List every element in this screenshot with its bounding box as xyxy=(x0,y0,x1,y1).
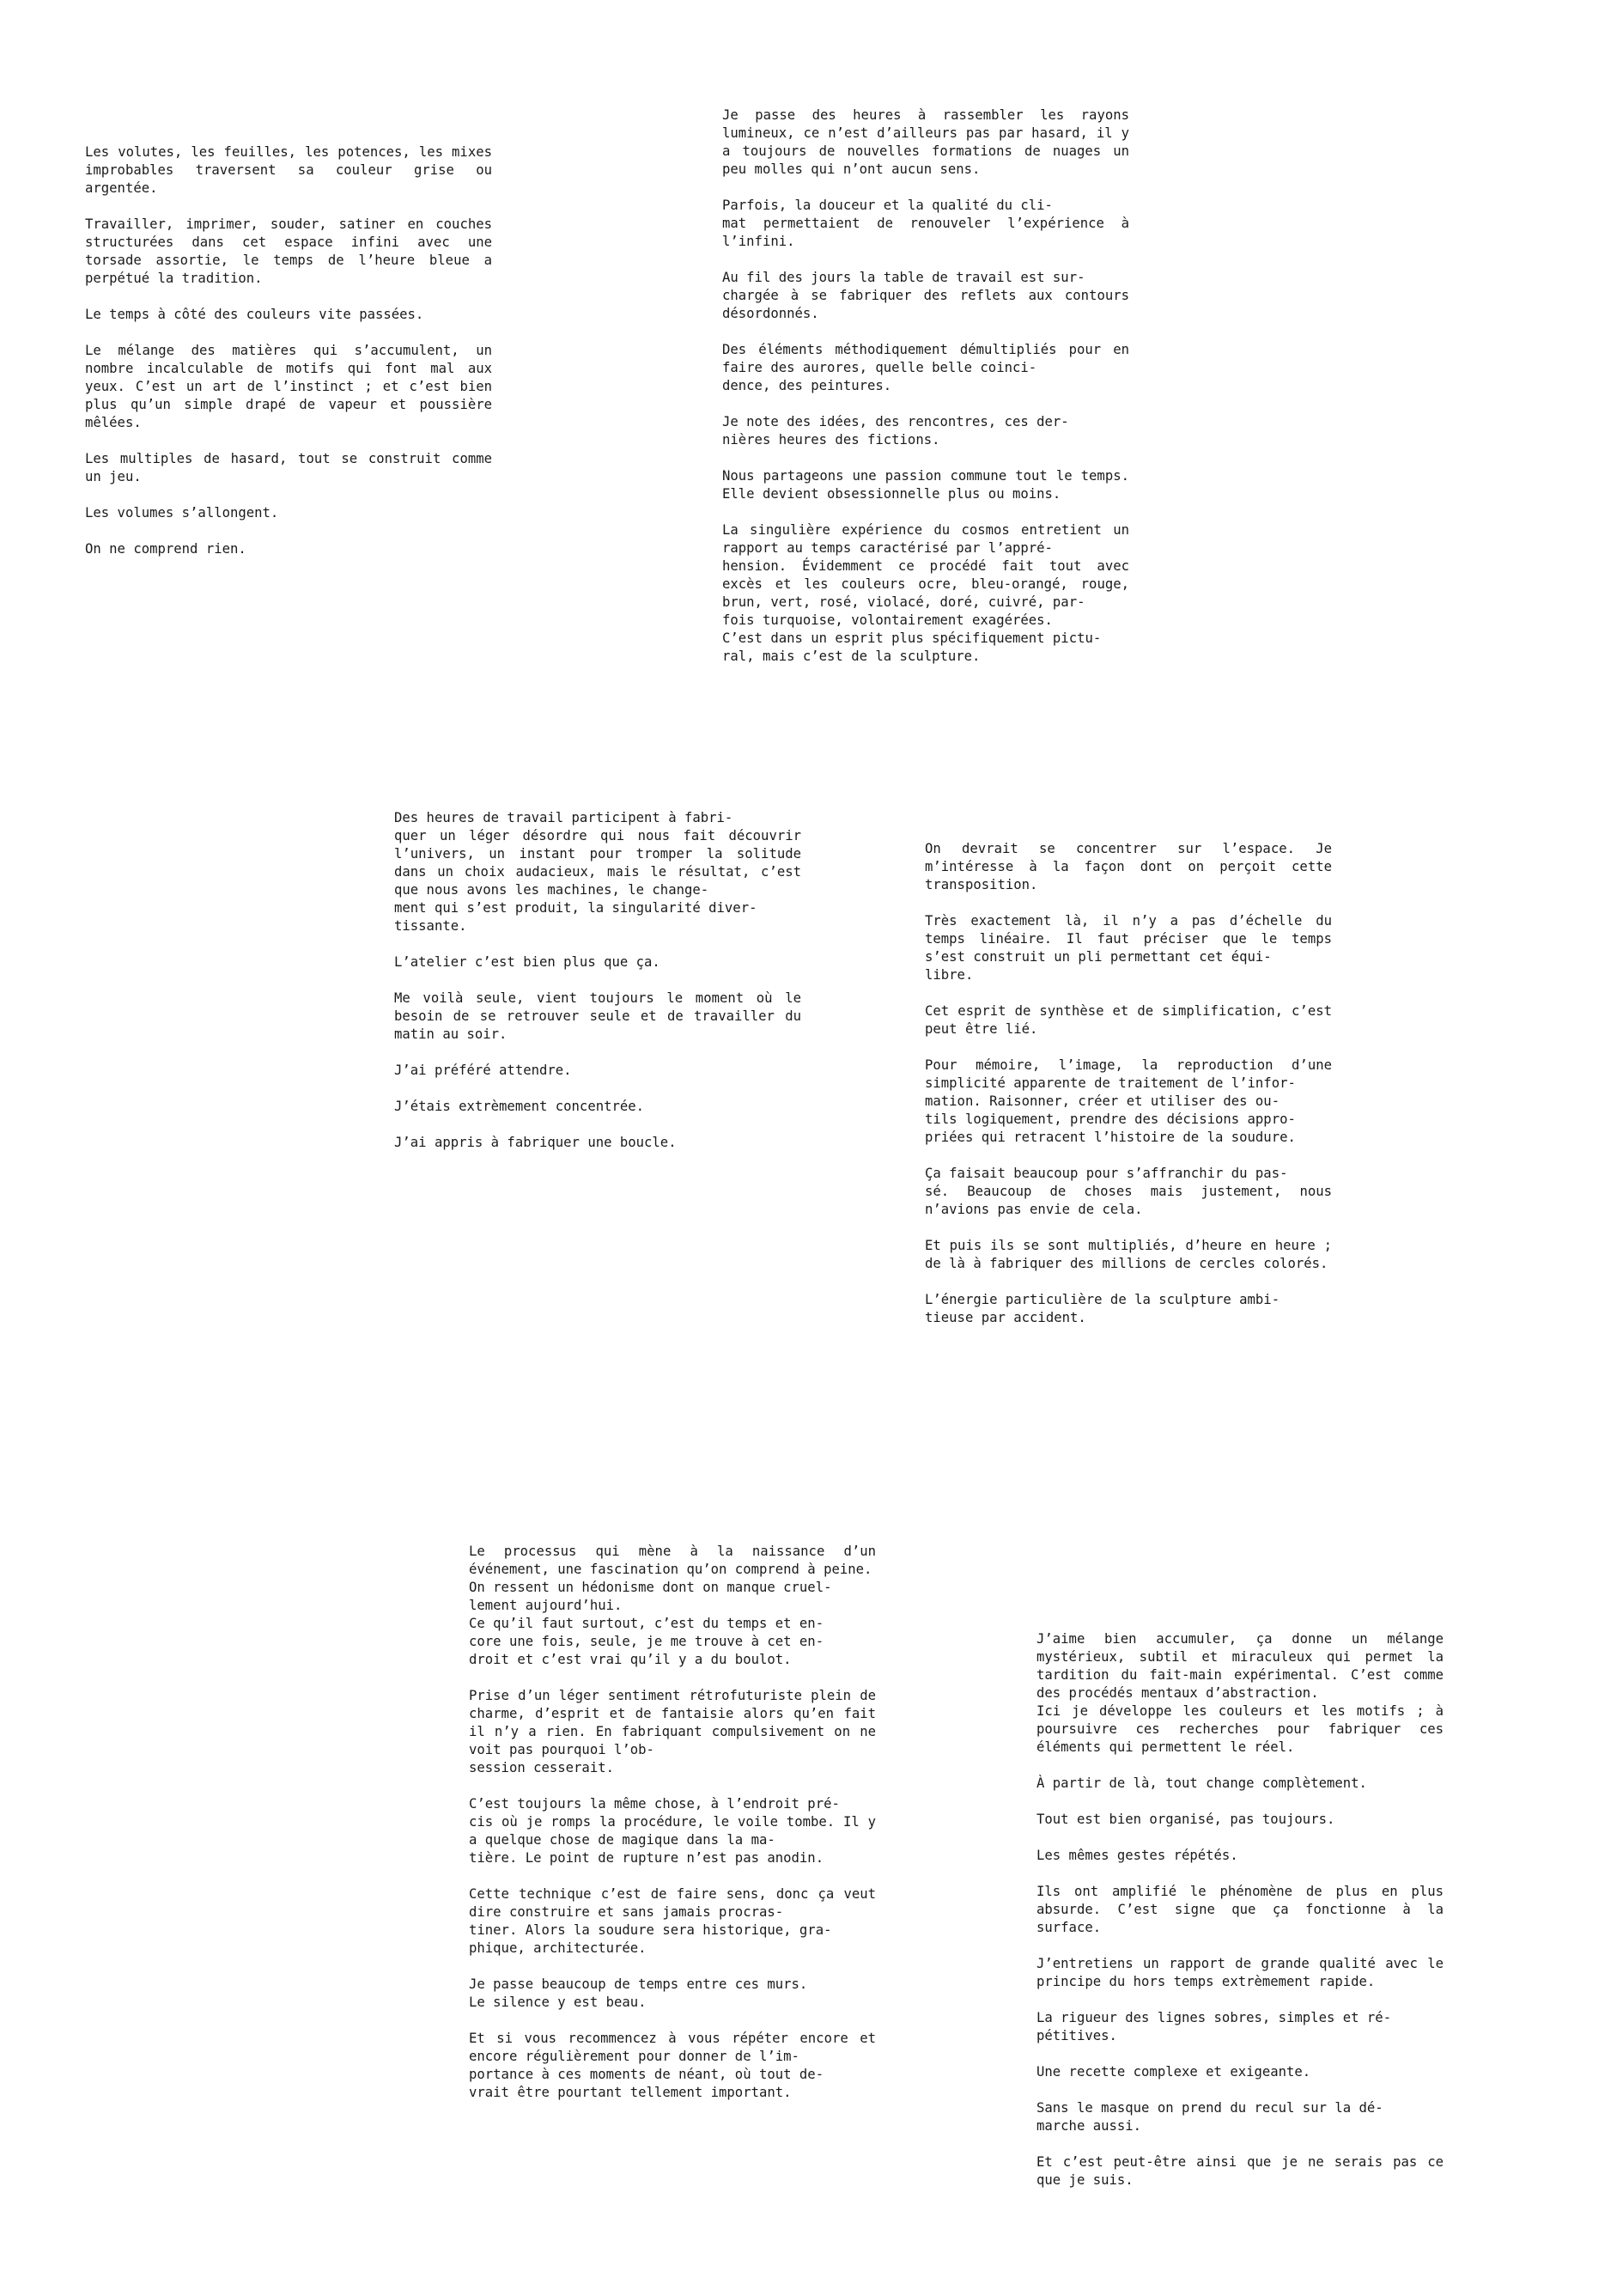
paragraph: On ne comprend rien. xyxy=(85,541,246,557)
paragraph: L’énergie particulière de la sculpture ambi- tieuse par accident. xyxy=(925,1292,1280,1325)
paragraph: Les volumes s’allongent. xyxy=(85,505,279,521)
paragraph: Je passe beaucoup de temps entre ces murs. Le silence y est beau. xyxy=(469,1976,808,2010)
paragraph: On devrait se concentrer sur l’espace. Je m’intéresse à la façon dont on perçoit cette transposition. xyxy=(925,841,1332,892)
paragraph: La singulière expérience du cosmos entretient un rapport au temps caractérisé par l’appré- hension. Évidemment ce procédé fait tout avec excès et les couleurs ocre, bleu-orangé, rouge, brun, vert, rosé, violacé, doré, cuivré, par- fois turquoise, volontairement exagérées. C’est dans un esprit plus spécifiquement pictu- ral, mais c’est de la sculpture. xyxy=(722,522,1129,664)
paragraph: À partir de là, tout change complètement. xyxy=(1036,1775,1367,1791)
paragraph: Et puis ils se sont multipliés, d’heure en heure ; de là à fabriquer des millions de cercles colorés. xyxy=(925,1238,1332,1271)
paragraph: Parfois, la douceur et la qualité du cli- mat permettaient de renouveler l’expérience à l’infini. xyxy=(722,198,1129,249)
paragraph: Sans le masque on prend du recul sur la dé- marche aussi. xyxy=(1036,2100,1383,2134)
text-block-5 xyxy=(469,1543,876,2102)
paragraph: Travailler, imprimer, souder, satiner en couches structurées dans cet espace infini avec une torsade assortie, le temps de l’heure bleue a perpétué la tradition. xyxy=(85,216,492,286)
text-block-3 xyxy=(394,809,801,1152)
paragraph: Me voilà seule, vient toujours le moment où le besoin de se retrouver seule et de travailler du matin au soir. xyxy=(394,990,801,1042)
paragraph: Les mêmes gestes répétés. xyxy=(1036,1848,1238,1863)
paragraph: Tout est bien organisé, pas toujours. xyxy=(1036,1812,1335,1827)
paragraph: Nous partageons une passion commune tout le temps. Elle devient obsessionnelle plus ou moins. xyxy=(722,468,1129,502)
paragraph: Et si vous recommencez à vous répéter encore et encore régulièrement pour donner de l’im- portance à ces moments de néant, où tout de- vrait être pourtant tellement important. xyxy=(469,2031,876,2100)
text-block-2 xyxy=(722,107,1129,666)
paragraph: J’ai préféré attendre. xyxy=(394,1063,572,1078)
paragraph: Pour mémoire, l’image, la reproduction d’une simplicité apparente de traitement de l’infor- mation. Raisonner, créer et utiliser des ou- tils logiquement, prendre des décisions appro- priées qui retracent l’histoire de la soudure. xyxy=(925,1057,1332,1145)
paragraph: C’est toujours la même chose, à l’endroit pré- cis où je romps la procédure, le voile tombe. Il y a quelque chose de magique dans la ma- tière. Le point de rupture n’est pas anodin. xyxy=(469,1796,876,1866)
paragraph: Cet esprit de synthèse et de simplification, c’est peut être lié. xyxy=(925,1003,1332,1037)
paragraph: Et c’est peut-être ainsi que je ne serais pas ce que je suis. xyxy=(1036,2154,1444,2188)
paragraph: La rigueur des lignes sobres, simples et ré- pétitives. xyxy=(1036,2010,1392,2043)
paragraph: Les volutes, les feuilles, les potences, les mixes improbables traversent sa couleur grise ou argentée. xyxy=(85,144,492,196)
paragraph: Des éléments méthodiquement démultipliés pour en faire des aurores, quelle belle coinci- dence, des peintures. xyxy=(722,342,1129,393)
paragraph: Le processus qui mène à la naissance d’un événement, une fascination qu’on comprend à peine. On ressent un hédonisme dont on manque cruel- lement aujourd’hui. Ce qu’il faut surtout, c’est du temps et en- core une fois, seule, je me trouve à cet en- droit et c’est vrai qu’il y a du boulot. xyxy=(469,1544,876,1667)
text-block-4 xyxy=(925,840,1332,1327)
paragraph: Ça faisait beaucoup pour s’affranchir du pas- sé. Beaucoup de choses mais justement, nous n’avions pas envie de cela. xyxy=(925,1166,1332,1217)
paragraph: Une recette complexe et exigeante. xyxy=(1036,2064,1311,2080)
paragraph: Je passe des heures à rassembler les rayons lumineux, ce n’est d’ailleurs pas par hasard, il y a toujours de nouvelles formations de nuages un peu molles qui n’ont aucun sens. xyxy=(722,107,1129,177)
paragraph: Ils ont amplifié le phénomène de plus en plus absurde. C’est signe que ça fonctionne à la surface. xyxy=(1036,1884,1444,1935)
paragraph: Le mélange des matières qui s’accumulent, un nombre incalculable de motifs qui font mal aux yeux. C’est un art de l’instinct ; et c’est bien plus qu’un simple drapé de vapeur et poussière mêlées. xyxy=(85,343,492,430)
paragraph: Prise d’un léger sentiment rétrofuturiste plein de charme, d’esprit et de fantaisie alors qu’en fait il n’y a rien. En fabriquant compulsivement on ne voit pas pourquoi l’ob- session cesserait. xyxy=(469,1688,876,1775)
paragraph: Très exactement là, il n’y a pas d’échelle du temps linéaire. Il faut préciser que le temps s’est construit un pli permettant cet équi- libre. xyxy=(925,913,1332,983)
paragraph: J’étais extrèmement concentrée. xyxy=(394,1099,645,1114)
paragraph: J’entretiens un rapport de grande qualité avec le principe du hors temps extrèmement rapide. xyxy=(1036,1956,1444,1989)
paragraph: Le temps à côté des couleurs vite passées. xyxy=(85,307,424,322)
paragraph: Des heures de travail participent à fabri- quer un léger désordre qui nous fait découvrir l’univers, un instant pour tromper la solitude dans un choix audacieux, mais le résultat, c’est que nous avons les machines, le change- ment qui s’est produit, la singularité diver- tissante. xyxy=(394,810,801,934)
text-block-6 xyxy=(1036,1630,1444,2189)
text-block-1 xyxy=(85,143,492,558)
paragraph: Au fil des jours la table de travail est sur- chargée à se fabriquer des reflets aux contours désordonnés. xyxy=(722,270,1129,321)
paragraph: L’atelier c’est bien plus que ça. xyxy=(394,954,660,970)
paragraph: J’ai appris à fabriquer une boucle. xyxy=(394,1135,677,1150)
paragraph: Je note des idées, des rencontres, ces der- nières heures des fictions. xyxy=(722,414,1069,448)
paragraph: Cette technique c’est de faire sens, donc ça veut dire construire et sans jamais procras- tiner. Alors la soudure sera historique, gra- phique, architecturée. xyxy=(469,1886,876,1956)
paragraph: J’aime bien accumuler, ça donne un mélange mystérieux, subtil et miraculeux qui permet la tardition du fait-main expérimental. C’est comme des procédés mentaux d’abstraction. Ici je développe les couleurs et les motifs ; à poursuivre ces recherches pour fabriquer ces éléments qui permettent le réel. xyxy=(1036,1631,1444,1755)
paragraph: Les multiples de hasard, tout se construit comme un jeu. xyxy=(85,451,492,484)
